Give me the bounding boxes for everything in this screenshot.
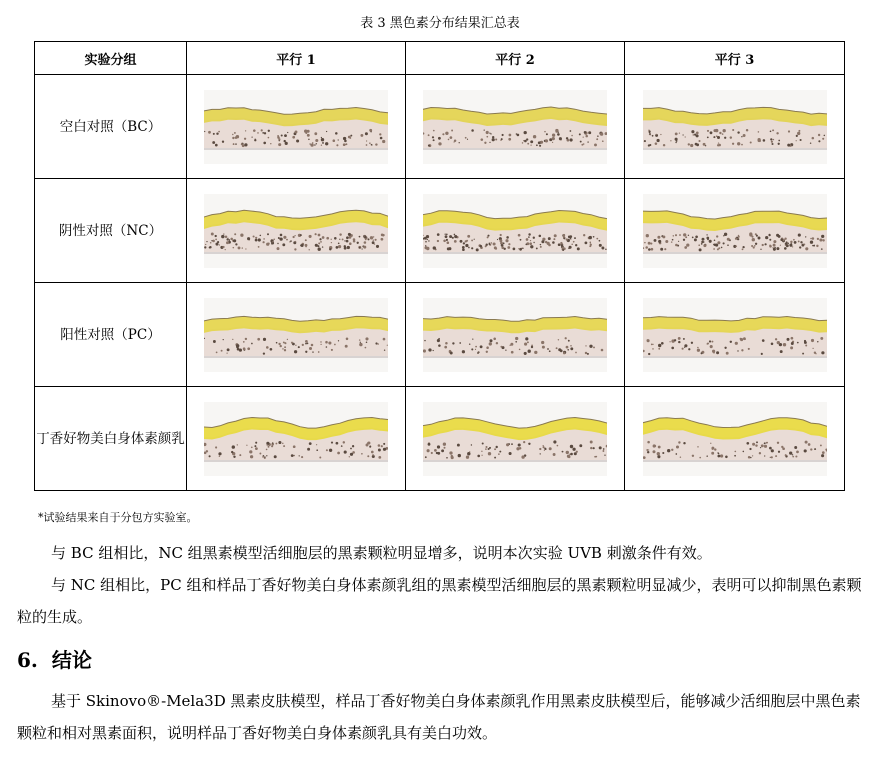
replicate-cell-3 bbox=[625, 387, 845, 491]
replicate-cell-1 bbox=[187, 179, 406, 283]
replicate-cell-2 bbox=[406, 75, 625, 179]
table-row bbox=[35, 75, 845, 179]
replicate-cell-1 bbox=[187, 387, 406, 491]
histology-image bbox=[423, 194, 607, 268]
replicate-cell-3 bbox=[625, 283, 845, 387]
header-group: 实验分组 bbox=[35, 42, 187, 75]
group-label: 阳性对照（PC） bbox=[35, 283, 187, 387]
header-replicate-2: 平行 2 bbox=[406, 42, 625, 75]
replicate-cell-2 bbox=[406, 387, 625, 491]
conclusion-paragraph: 基于 Skinovo®-Mela3D 黑素皮肤模型，样品丁香好物美白身体素颜乳作用黑素皮肤模型后，能够减少活细胞层中黑色素颗粒和相对黑素面积，说明样品丁香好物美白身体素颜乳具有美白功效。 bbox=[17, 692, 861, 742]
table-header-row bbox=[35, 42, 845, 75]
section-heading bbox=[17, 644, 92, 673]
group-label: 阴性对照（NC） bbox=[35, 179, 187, 283]
footnote: *试验结果来自于分包方实验室。 bbox=[38, 511, 198, 524]
replicate-cell-1 bbox=[187, 283, 406, 387]
table-row bbox=[35, 387, 845, 491]
table-row bbox=[35, 283, 845, 387]
histology-image bbox=[204, 402, 388, 476]
group-label: 丁香好物美白身体素颜乳 bbox=[35, 387, 187, 491]
replicate-cell-3 bbox=[625, 75, 845, 179]
histology-image bbox=[423, 298, 607, 372]
header-replicate-1: 平行 1 bbox=[187, 42, 406, 75]
histology-image bbox=[204, 298, 388, 372]
histology-image bbox=[643, 298, 827, 372]
header-replicate-3: 平行 3 bbox=[625, 42, 845, 75]
histology-image bbox=[204, 90, 388, 164]
table-row bbox=[35, 179, 845, 283]
replicate-cell-2 bbox=[406, 283, 625, 387]
replicate-cell-1 bbox=[187, 75, 406, 179]
replicate-cell-2 bbox=[406, 179, 625, 283]
histology-image bbox=[204, 194, 388, 268]
group-label: 空白对照（BC） bbox=[35, 75, 187, 179]
histology-image bbox=[423, 90, 607, 164]
histology-image bbox=[643, 90, 827, 164]
section-title: 结论 bbox=[51, 648, 92, 672]
histology-image bbox=[643, 402, 827, 476]
histology-image bbox=[423, 402, 607, 476]
table-caption: 表 3 黑色素分布结果汇总表 bbox=[360, 16, 520, 31]
section-number: 6. bbox=[17, 648, 38, 672]
melanin-results-table bbox=[34, 41, 845, 491]
histology-image bbox=[643, 194, 827, 268]
result-paragraph-2: 与 NC 组相比，PC 组和样品丁香好物美白身体素颜乳组的黑素模型活细胞层的黑素颗粒明显减少，表明可以抑制黑色素颗粒的生成。 bbox=[17, 576, 862, 626]
result-paragraph-1: 与 BC 组相比，NC 组黑素模型活细胞层的黑素颗粒明显增多，说明本次实验 UVB 刺激条件有效。 bbox=[51, 544, 712, 562]
replicate-cell-3 bbox=[625, 179, 845, 283]
